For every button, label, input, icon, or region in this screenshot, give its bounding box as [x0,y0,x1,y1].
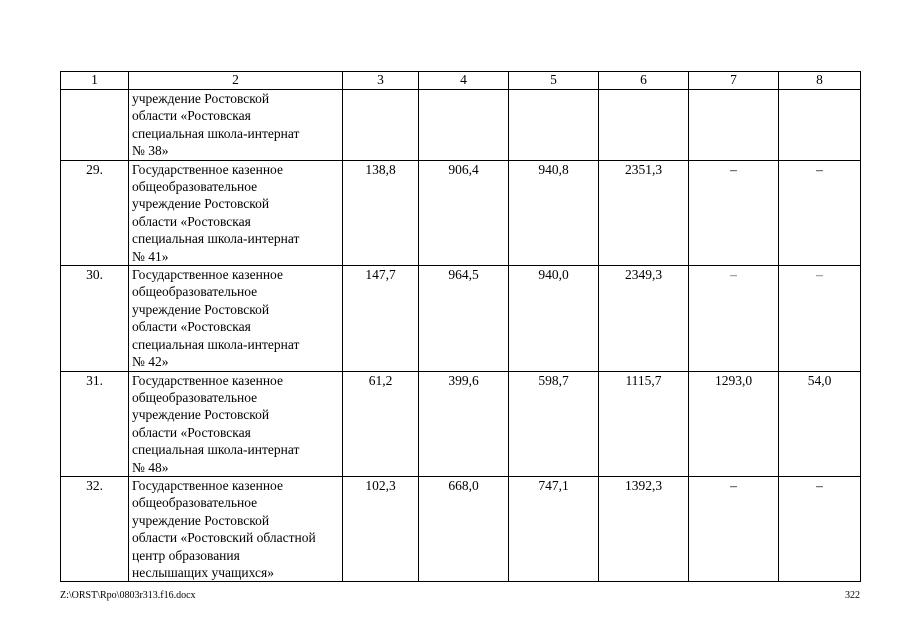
column-number-header: 4 [419,72,509,90]
value-cell-col8: 54,0 [779,371,861,476]
value-cell-col5: 940,8 [509,160,599,265]
name-line: общеобразовательное [132,495,258,511]
name-line: области «Ростовская [132,424,251,440]
name-line: учреждение Ростовской [132,301,270,317]
value-cell-col5: 747,1 [509,476,599,581]
column-number-header: 5 [509,72,599,90]
name-line: учреждение Ростовской [132,91,270,106]
institution-name-cell [129,371,343,476]
value-cell-col5: 940,0 [509,266,599,371]
column-number-header: 3 [343,72,419,90]
footer-file-path: Z:\ORST\Rpo\0803r313.f16.docx [60,590,196,601]
column-number-row [61,72,861,90]
name-line: Государственное казенное [132,161,283,177]
table-row [61,371,861,476]
table-row [61,476,861,581]
value-cell-col3: 147,7 [343,266,419,371]
institution-name-cell [129,160,343,265]
value-cell-col5: 598,7 [509,371,599,476]
table-row [61,160,861,265]
value-cell-col8: – [779,160,861,265]
name-line: учреждение Ростовской [132,196,270,212]
table-row [61,266,861,371]
name-line: учреждение Ростовской [132,407,270,423]
name-line: № 48» [132,459,169,475]
name-line: общеобразовательное [132,389,258,405]
value-cell-col8: – [779,476,861,581]
row-number-cell: 29. [61,160,129,265]
name-line: специальная школа-интернат [132,125,300,141]
institution-name-cell [129,90,343,161]
name-line: неслышащих учащихся» [132,564,274,580]
name-line: Государственное казенное [132,267,283,283]
name-line: специальная школа-интернат [132,231,300,247]
column-number-header: 7 [689,72,779,90]
name-line: области «Ростовская [132,213,251,229]
value-cell-col3: 61,2 [343,371,419,476]
row-number-cell: 31. [61,371,129,476]
value-cell [599,90,689,161]
footer-page-number: 322 [845,590,860,601]
value-cell-col3: 138,8 [343,160,419,265]
name-line: области «Ростовская [132,108,251,124]
value-cell-col4: 668,0 [419,476,509,581]
name-line: № 38» [132,143,169,159]
name-line: Государственное казенное [132,372,283,388]
value-cell-col7: 1293,0 [689,371,779,476]
name-line: общеобразовательное [132,284,258,300]
column-number-header: 8 [779,72,861,90]
value-cell-col6: 2349,3 [599,266,689,371]
value-cell [689,90,779,161]
value-cell-col4: 906,4 [419,160,509,265]
row-number-cell: 32. [61,476,129,581]
value-cell-col7: – [689,266,779,371]
name-line: Государственное казенное [132,477,283,493]
name-line: специальная школа-интернат [132,442,300,458]
name-line: № 41» [132,248,169,264]
value-cell-col4: 964,5 [419,266,509,371]
column-number-header: 6 [599,72,689,90]
value-cell-col8: – [779,266,861,371]
value-cell-col6: 1115,7 [599,371,689,476]
value-cell-col3: 102,3 [343,476,419,581]
name-line: специальная школа-интернат [132,336,300,352]
institution-name-cell [129,266,343,371]
budget-table [60,71,861,582]
value-cell [509,90,599,161]
column-number-header: 2 [129,72,343,90]
value-cell-col6: 2351,3 [599,160,689,265]
name-line: центр образования [132,547,240,563]
row-number-cell [61,90,129,161]
name-line: № 42» [132,354,169,370]
value-cell-col4: 399,6 [419,371,509,476]
name-line: области «Ростовский областной [132,530,316,546]
value-cell-col7: – [689,476,779,581]
institution-name-cell [129,476,343,581]
table-row-continuation [61,90,861,161]
value-cell [779,90,861,161]
value-cell-col7: – [689,160,779,265]
name-line: общеобразовательное [132,179,258,195]
value-cell [419,90,509,161]
name-line: области «Ростовская [132,319,251,335]
name-line: учреждение Ростовской [132,512,270,528]
value-cell [343,90,419,161]
value-cell-col6: 1392,3 [599,476,689,581]
row-number-cell: 30. [61,266,129,371]
column-number-header: 1 [61,72,129,90]
